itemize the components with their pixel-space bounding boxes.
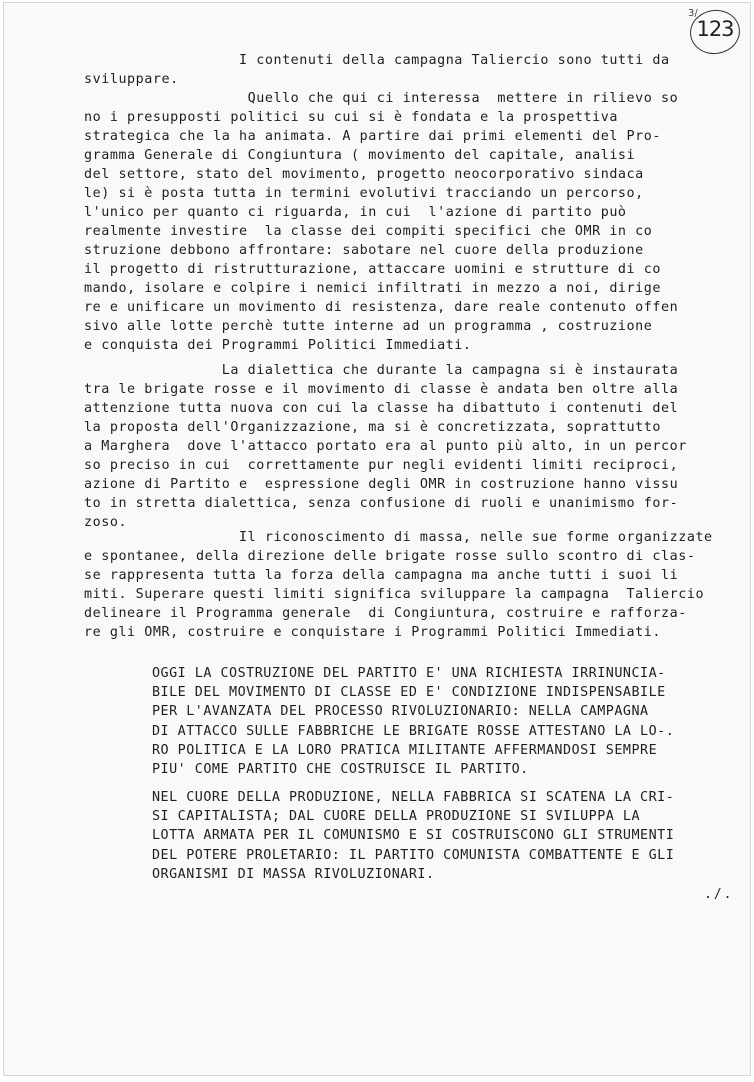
capitals-block-party: OGGI LA COSTRUZIONE DEL PARTITO E' UNA RICHIESTA IRRINUNCIA- BILE DEL MOVIMENTO DI CLASSE ED E' CONDIZIONE INDISPENSABILE PER L'AVANZATA DEL PROCESSO RIVOLUZIONARIO: NELLA CAMPAGNA DI ATTACCO SULLE FABBRICHE LE BRIGATE ROSSE ATTESTANO LA LO-. RO POLITICA E LA LORO PRATICA MILITANTE AFFERMANDOSI SEMPRE PIU' COME PARTITO CHE COSTRUISCE IL PARTITO. [152, 666, 675, 778]
paragraph-recognition: Il riconoscimento di massa, nelle sue forme organizzate e spontanee, della direzione delle brigate rosse sullo scontro di clas- se rappresenta tutta la forza della campagna ma anche tutti i suoi li miti. Superare questi limiti significa sviluppare la campagna Taliercio delineare il Programma generale di Congiuntura, costruire e rafforza- re gli OMR, costruire e conquistare i Programmi Politici Immediati. [84, 530, 713, 640]
handwritten-page-number: 123 [696, 17, 734, 41]
paragraph-contents: I contenuti della campagna Taliercio sono tutti da sviluppare. [84, 53, 670, 87]
page-number-mark: 3/ [688, 8, 698, 19]
paragraph-dialectic: La dialettica che durante la campagna si è instaurata tra le brigate rosse e il movimento di classe è andata ben oltre alla attenzione tutta nuova con cui la classe ha dibattuto i contenuti del la proposta dell'Organizzazione, ma si è concretizzata, soprattutto a Marghera dove l'attacco portato era al punto più alto, in un percor so preciso in cui correttamente pur negli evidenti limiti reciproci, azione di Partito e espressione degli OMR in costruzione hanno vissu to in stretta dialettica, senza confusione di ruoli e unanimismo for- zoso. [84, 363, 687, 530]
paragraph-premises: Quello che qui ci interessa mettere in rilievo so no i presupposti politici su cui si è fondata e la prospettiva strategica che la ha animata. A partire dai primi elementi del Pro- gramma Generale di Congiuntura ( movimento del capitale, analisi del settore, stato del movimento, progetto neocorporativo sindaca le) si è posta tutta in termini evolutivi tracciando un percorso, l'unico per quanto ci riguarda, in cui l'azione di partito può realmente investire la classe dei compiti specifici che OMR in co struzione debbono affrontare: sabotare nel cuore della produzione il progetto di ristrutturazione, attaccare uomini e strutture di co mando, isolare e colpire i nemici infiltrati in mezzo a noi, dirige re e unificare un movimento di resistenza, dare reale contenuto offen sivo alle lotte perchè tutte interne ad un programma , costruzione e conquista dei Programmi Politici Immediati. [84, 91, 679, 353]
continuation-mark: ./. [704, 887, 734, 902]
page-number-stamp [688, 8, 744, 56]
capitals-block-production: NEL CUORE DELLA PRODUZIONE, NELLA FABBRICA SI SCATENA LA CRI- SI CAPITALISTA; DAL CUORE DELLA PRODUZIONE SI SVILUPPA LA LOTTA ARMATA PER IL COMUNISMO E SI COSTRUISCONO GLI STRUMENTI DEL POTERE PROLETARIO: IL PARTITO COMUNISTA COMBATTENTE E GLI ORGANISMI DI MASSA RIVOLUZIONARI. [152, 790, 675, 882]
document-page [3, 2, 751, 1076]
